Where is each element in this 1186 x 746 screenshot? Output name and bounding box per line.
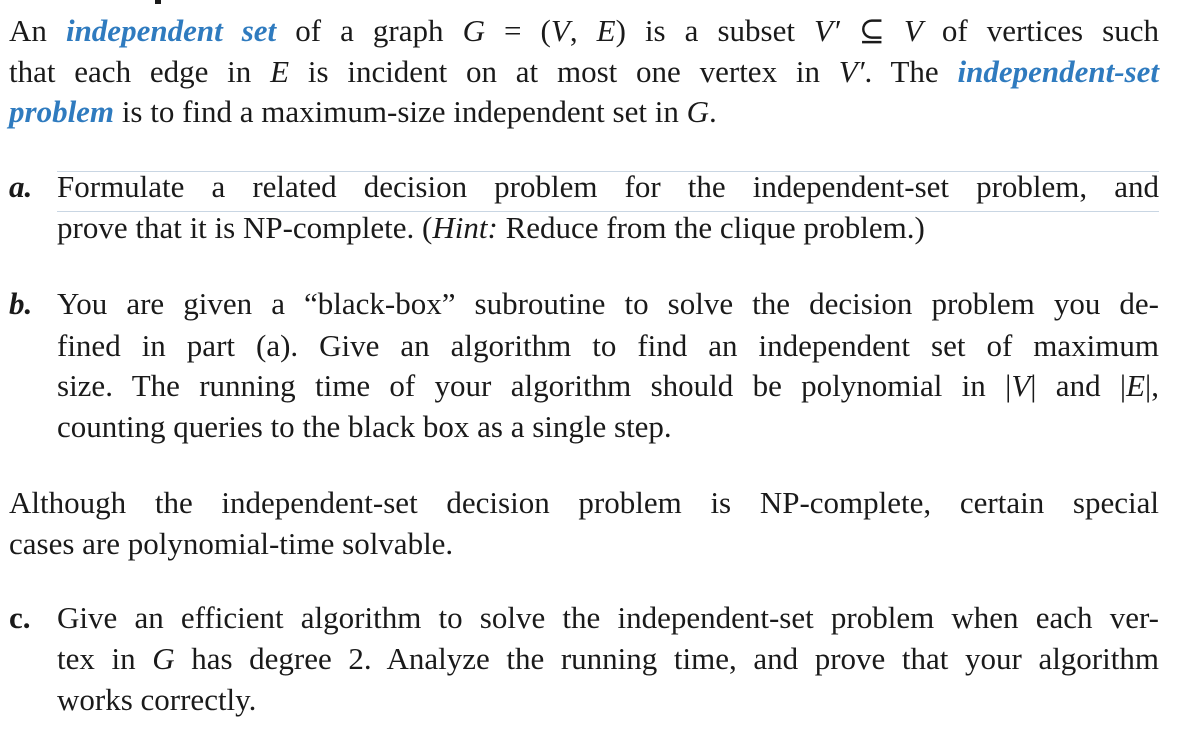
text-run: is incident on at most one vertex in <box>289 54 839 89</box>
math-V-prime: V′ <box>838 54 865 89</box>
intro-line-3 <box>9 92 717 132</box>
middle-line-1: Although the independent-set decision problem is NP-complete, certain special <box>9 485 1159 520</box>
middle-line-2: cases are polynomial-time solvable. <box>9 526 454 561</box>
part-b-label: b. <box>9 286 33 321</box>
text-run: Reduce from the clique problem.) <box>497 210 925 245</box>
part-c-line-2 <box>57 639 1159 679</box>
term-independent-set-problem: independent-set <box>957 54 1159 89</box>
part-a-line-1: Formulate a related decision problem for the independent-set problem, and <box>57 169 1159 204</box>
part-c-line-1: Give an efficient algorithm to solve the independent-set problem when each ver- <box>57 600 1159 635</box>
text-run: . The <box>864 54 958 89</box>
text-run: . <box>708 94 717 129</box>
math-V: V <box>903 13 923 48</box>
part-c-label: c. <box>9 600 31 635</box>
part-c-line-3: works correctly. <box>57 682 257 717</box>
term-problem: problem <box>9 94 115 129</box>
math-E: E <box>596 13 616 48</box>
math-G: G <box>462 13 485 48</box>
text-run: size. The running time of your algorithm should be polynomial in | <box>57 368 1012 403</box>
text-run: An <box>9 13 66 48</box>
part-a-label: a. <box>9 169 33 204</box>
text-run: is to find a maximum-size independent set in <box>114 94 687 129</box>
text-run: prove that it is NP-complete. ( <box>57 210 433 245</box>
intro-line-2 <box>9 52 1159 92</box>
math-G: G <box>152 641 175 676</box>
part-b-line-3 <box>57 366 1159 406</box>
text-run: ) is a subset <box>615 13 815 48</box>
text-run: | and | <box>1030 368 1127 403</box>
math-E: E <box>270 54 290 89</box>
term-independent-set: independent set <box>65 13 277 48</box>
math-V: V <box>1011 368 1031 403</box>
part-b-line-1: You are given a “black-box” subroutine to solve the decision problem you de- <box>57 286 1159 321</box>
text-run: tex in <box>57 641 153 676</box>
text-run: of vertices such <box>922 13 1159 48</box>
text-run: that each edge in <box>9 54 271 89</box>
math-V-prime: V′ <box>814 13 840 48</box>
part-b-line-2: fined in part (a). Give an algorithm to find an independent set of maximum <box>57 328 1159 363</box>
text-run: , <box>569 13 597 48</box>
text-run: of a graph <box>276 13 463 48</box>
text-run: = ( <box>484 13 551 48</box>
top-cutoff-mark <box>155 0 161 4</box>
part-b-line-4: counting queries to the black box as a single step. <box>57 409 672 444</box>
hint-label: Hint: <box>432 210 498 245</box>
intro-line-1 <box>9 11 1159 51</box>
text-run: has degree 2. Analyze the running time, and prove that your algorithm <box>174 641 1159 676</box>
part-a-line-2 <box>57 208 925 248</box>
text-run: ⊆ <box>839 13 904 48</box>
math-G: G <box>686 94 709 129</box>
math-E: E <box>1126 368 1146 403</box>
text-run: |, <box>1145 368 1160 403</box>
math-V: V <box>550 13 570 48</box>
